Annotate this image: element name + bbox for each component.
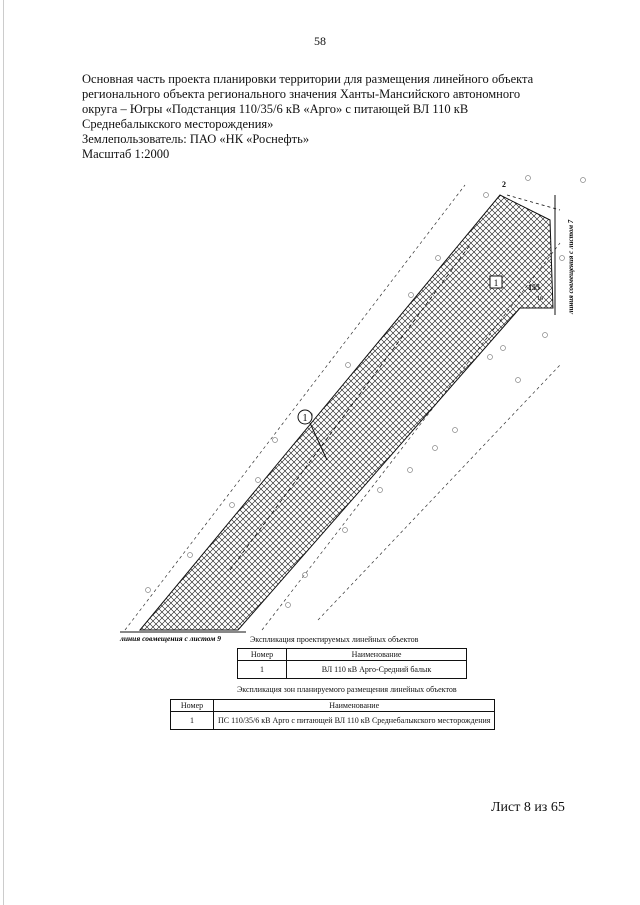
veg-symbol	[256, 478, 261, 483]
point-label-right: 155	[528, 283, 540, 292]
sheet-number: Лист 8 из 65	[491, 800, 565, 815]
table2-header-row	[171, 700, 495, 712]
title-line-1: Основная часть проекта планировки территории для размещения линейного объекта	[82, 72, 534, 86]
table2-header-name: Наименование	[214, 700, 495, 712]
table-row	[171, 712, 495, 730]
table2-header-number: Номер	[171, 700, 214, 712]
title-line-4: Среднебалыкского месторождения»	[82, 117, 274, 131]
veg-symbol	[488, 355, 493, 360]
veg-symbol	[230, 503, 235, 508]
table1-cell-number: 1	[238, 661, 287, 679]
land-user: Землепользователь: ПАО «НК «Роснефть»	[82, 132, 310, 146]
veg-symbol	[378, 488, 383, 493]
match-line-right-label: линия совмещения с листом 7	[567, 219, 575, 314]
table1-cell-name: ВЛ 110 кВ Арго-Средний балык	[287, 661, 467, 679]
table2	[170, 699, 495, 730]
veg-symbol	[526, 176, 531, 181]
table2-cell-number: 1	[171, 712, 214, 730]
veg-symbol	[408, 468, 413, 473]
title-line-2: регионального объекта регионального значения Ханты-Мансийского автономного	[82, 87, 521, 101]
title-line-3: округа – Югры «Подстанция 110/35/6 кВ «Арго» с питающей ВЛ 110 кВ	[82, 102, 469, 116]
veg-symbol	[273, 438, 278, 443]
scale: Масштаб 1:2000	[82, 147, 170, 161]
veg-symbol	[501, 346, 506, 351]
match-line-bottom-label: линия совмещения с листом 9	[120, 634, 221, 643]
veg-symbol	[560, 256, 565, 261]
veg-symbol	[286, 603, 291, 608]
veg-symbol	[146, 588, 151, 593]
table1-title: Экспликация проектируемых линейных объектов	[250, 635, 419, 644]
point-label-right-sub: 16	[537, 296, 543, 302]
veg-symbol	[543, 333, 548, 338]
veg-symbol	[346, 363, 351, 368]
hatched-zone	[140, 195, 553, 630]
table-row	[238, 661, 467, 679]
table1-header-number: Номер	[238, 649, 287, 661]
table2-title: Экспликация зон планируемого размещения линейных объектов	[237, 685, 457, 694]
veg-symbol	[343, 528, 348, 533]
veg-symbol	[303, 573, 308, 578]
table2-cell-name: ПС 110/35/6 кВ Арго с питающей ВЛ 110 кВ Среднебалыкского месторождения	[214, 712, 495, 730]
point-label-top: 2	[502, 180, 506, 189]
veg-symbol	[409, 293, 414, 298]
table1-header-name: Наименование	[287, 649, 467, 661]
veg-symbol	[436, 256, 441, 261]
veg-symbol	[516, 378, 521, 383]
veg-symbol	[433, 446, 438, 451]
table1	[237, 648, 467, 679]
veg-symbol	[484, 193, 489, 198]
veg-symbol	[581, 178, 586, 183]
zone-marker-label: 1	[493, 278, 499, 288]
object-marker-label: 1	[302, 413, 308, 424]
veg-symbol	[453, 428, 458, 433]
page-number: 58	[314, 34, 326, 48]
veg-symbol	[188, 553, 193, 558]
table1-header-row	[238, 649, 467, 661]
